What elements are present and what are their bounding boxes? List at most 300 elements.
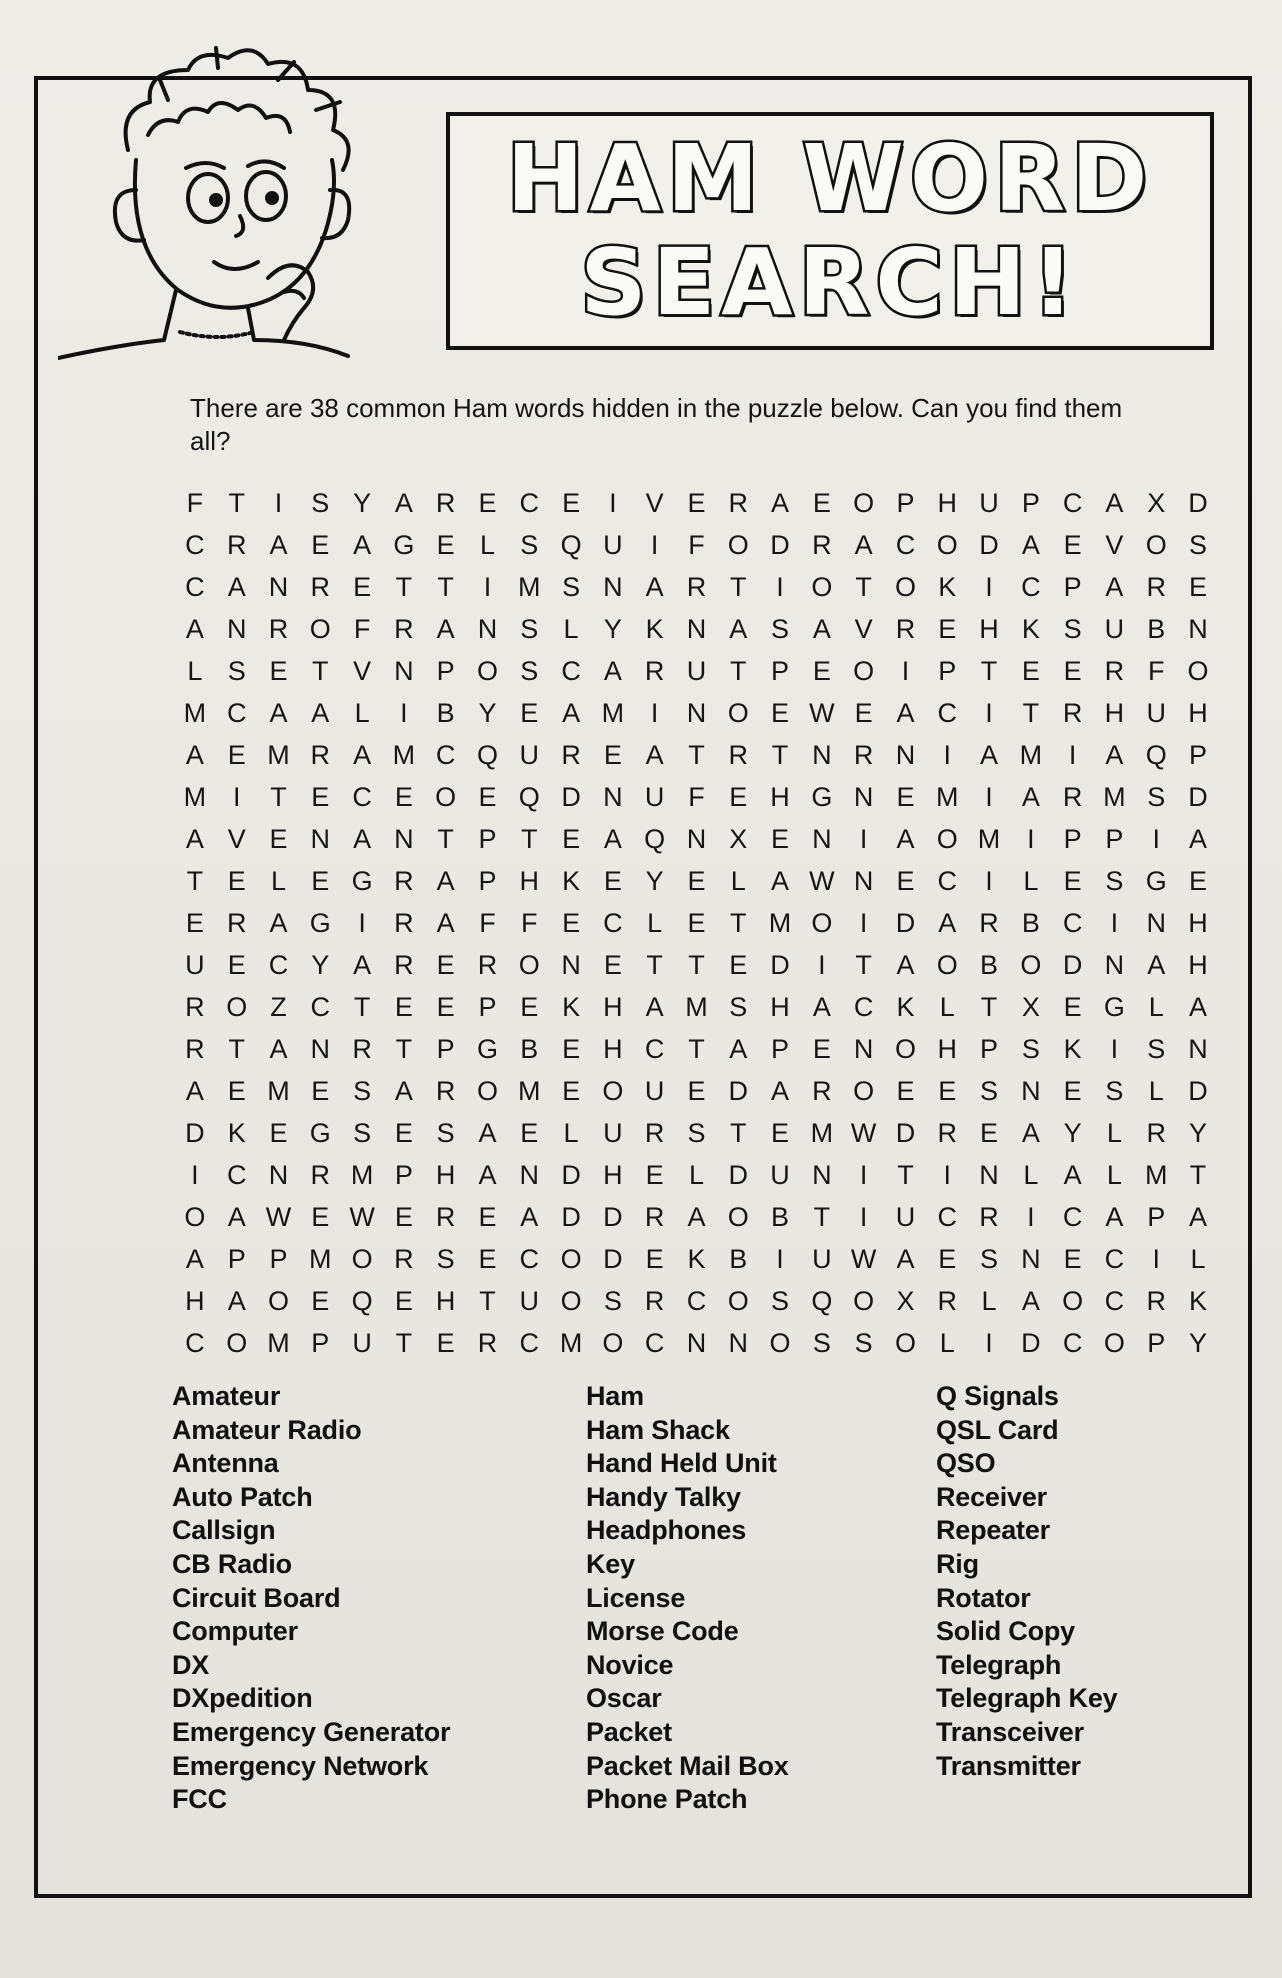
grid-letter[interactable]: C — [937, 698, 957, 728]
grid-letter[interactable]: H — [603, 1160, 623, 1190]
grid-letter[interactable]: A — [1105, 572, 1124, 602]
grid-letter[interactable]: C — [185, 572, 205, 602]
grid-letter[interactable]: E — [436, 530, 455, 560]
grid-letter[interactable]: E — [478, 1244, 497, 1274]
grid-letter[interactable]: R — [1062, 782, 1083, 812]
grid-letter[interactable]: A — [812, 992, 831, 1022]
grid-letter[interactable]: K — [562, 992, 581, 1022]
grid-letter[interactable]: T — [395, 572, 413, 602]
grid-letter[interactable]: A — [353, 824, 372, 854]
grid-letter[interactable]: O — [226, 992, 248, 1022]
grid-letter[interactable]: A — [896, 1244, 915, 1274]
grid-letter[interactable]: U — [812, 1244, 832, 1274]
grid-letter[interactable]: E — [562, 824, 581, 854]
grid-letter[interactable]: P — [1147, 1328, 1166, 1358]
grid-letter[interactable]: P — [227, 1244, 246, 1274]
grid-letter[interactable]: D — [979, 530, 999, 560]
grid-letter[interactable]: E — [1063, 1244, 1082, 1274]
grid-letter[interactable]: D — [185, 1118, 205, 1148]
grid-letter[interactable]: K — [645, 614, 664, 644]
grid-letter[interactable]: R — [435, 1202, 456, 1232]
grid-letter[interactable]: E — [645, 1160, 664, 1190]
grid-letter[interactable]: R — [185, 992, 205, 1022]
grid-letter[interactable]: H — [519, 866, 540, 896]
grid-letter[interactable]: A — [436, 866, 455, 896]
grid-letter[interactable]: S — [1147, 782, 1166, 812]
grid-letter[interactable]: I — [609, 488, 617, 518]
grid-letter[interactable]: R — [268, 614, 289, 644]
grid-letter[interactable]: N — [1146, 908, 1166, 938]
grid-letter[interactable]: E — [269, 656, 288, 686]
grid-letter[interactable]: M — [559, 1328, 583, 1358]
grid-letter[interactable]: O — [1062, 1286, 1084, 1316]
grid-letter[interactable]: D — [603, 1244, 623, 1274]
grid-letter[interactable]: D — [561, 782, 581, 812]
grid-letter[interactable]: L — [939, 1328, 955, 1358]
grid-letter[interactable]: K — [227, 1118, 246, 1148]
grid-letter[interactable]: R — [1146, 572, 1166, 602]
grid-letter[interactable]: T — [855, 572, 872, 602]
grid-letter[interactable]: F — [479, 908, 496, 938]
grid-letter[interactable]: A — [729, 614, 748, 644]
grid-letter[interactable]: A — [1189, 1202, 1208, 1232]
grid-letter[interactable]: O — [602, 1076, 624, 1106]
grid-letter[interactable]: L — [981, 1286, 997, 1316]
grid-letter[interactable]: N — [268, 1160, 289, 1190]
grid-letter[interactable]: A — [938, 908, 957, 938]
grid-letter[interactable]: R — [394, 614, 414, 644]
grid-letter[interactable]: M — [267, 740, 290, 770]
grid-letter[interactable]: E — [185, 908, 204, 938]
grid-letter[interactable]: A — [1105, 1202, 1124, 1232]
grid-letter[interactable]: C — [185, 530, 205, 560]
grid-letter[interactable]: O — [811, 572, 833, 602]
grid-letter[interactable]: M — [183, 782, 207, 812]
grid-letter[interactable]: U — [770, 1160, 790, 1190]
grid-letter[interactable]: U — [519, 1286, 540, 1316]
grid-letter[interactable]: A — [603, 656, 622, 686]
grid-letter[interactable]: F — [688, 782, 705, 812]
grid-letter[interactable]: P — [269, 1244, 288, 1274]
grid-letter[interactable]: A — [854, 530, 873, 560]
grid-letter[interactable]: A — [436, 908, 455, 938]
grid-letter[interactable]: X — [1021, 992, 1040, 1022]
grid-letter[interactable]: N — [1021, 1076, 1041, 1106]
grid-letter[interactable]: H — [1188, 950, 1208, 980]
grid-letter[interactable]: I — [191, 1160, 199, 1190]
grid-letter[interactable]: U — [644, 782, 665, 812]
grid-letter[interactable]: I — [274, 488, 283, 518]
grid-letter[interactable]: I — [1068, 740, 1077, 770]
grid-letter[interactable]: H — [603, 1034, 623, 1064]
grid-letter[interactable]: N — [686, 614, 707, 644]
grid-letter[interactable]: E — [771, 824, 790, 854]
grid-letter[interactable]: I — [483, 572, 492, 602]
grid-letter[interactable]: O — [769, 1328, 791, 1358]
grid-letter[interactable]: R — [352, 1034, 372, 1064]
grid-letter[interactable]: N — [1104, 950, 1125, 980]
grid-letter[interactable]: L — [1023, 866, 1039, 896]
grid-letter[interactable]: M — [1019, 740, 1043, 770]
grid-letter[interactable]: T — [521, 824, 538, 854]
grid-letter[interactable]: F — [521, 908, 538, 938]
grid-letter[interactable]: E — [353, 572, 372, 602]
grid-letter[interactable]: A — [269, 530, 288, 560]
grid-letter[interactable]: T — [730, 572, 747, 602]
grid-letter[interactable]: B — [1021, 908, 1040, 938]
grid-letter[interactable]: R — [310, 572, 331, 602]
grid-letter[interactable]: O — [1187, 656, 1209, 686]
grid-letter[interactable]: N — [310, 1034, 331, 1064]
grid-letter[interactable]: F — [688, 530, 705, 560]
grid-letter[interactable]: N — [519, 1160, 540, 1190]
grid-letter[interactable]: A — [394, 488, 413, 518]
grid-letter[interactable]: E — [311, 1286, 330, 1316]
grid-letter[interactable]: S — [980, 1076, 999, 1106]
grid-letter[interactable]: N — [895, 740, 916, 770]
grid-letter[interactable]: W — [265, 1202, 292, 1232]
grid-letter[interactable]: T — [730, 656, 747, 686]
grid-letter[interactable]: I — [1110, 1034, 1119, 1064]
grid-letter[interactable]: E — [478, 782, 497, 812]
grid-letter[interactable]: B — [1147, 614, 1166, 644]
grid-letter[interactable]: N — [603, 572, 623, 602]
grid-letter[interactable]: A — [311, 698, 330, 728]
grid-letter[interactable]: P — [896, 488, 915, 518]
grid-letter[interactable]: P — [1063, 572, 1082, 602]
grid-letter[interactable]: E — [854, 698, 873, 728]
grid-letter[interactable]: R — [394, 908, 414, 938]
grid-letter[interactable]: M — [768, 908, 792, 938]
grid-letter[interactable]: E — [812, 1034, 831, 1064]
grid-letter[interactable]: R — [644, 1118, 665, 1148]
grid-letter[interactable]: G — [309, 908, 331, 938]
grid-letter[interactable]: C — [1104, 1286, 1125, 1316]
grid-letter[interactable]: R — [979, 908, 999, 938]
grid-letter[interactable]: E — [1063, 992, 1082, 1022]
grid-letter[interactable]: T — [437, 824, 454, 854]
grid-letter[interactable]: B — [436, 698, 455, 728]
grid-letter[interactable]: D — [561, 1202, 581, 1232]
grid-letter[interactable]: E — [311, 1202, 330, 1232]
grid-letter[interactable]: A — [227, 1286, 246, 1316]
grid-letter[interactable]: O — [727, 698, 749, 728]
grid-letter[interactable]: K — [896, 992, 915, 1022]
grid-letter[interactable]: T — [646, 950, 663, 980]
grid-letter[interactable]: D — [603, 1202, 623, 1232]
grid-letter[interactable]: D — [770, 950, 790, 980]
grid-letter[interactable]: K — [562, 866, 581, 896]
grid-letter[interactable]: C — [561, 656, 581, 686]
grid-letter[interactable]: P — [436, 656, 455, 686]
grid-letter[interactable]: D — [561, 1160, 581, 1190]
grid-letter[interactable]: O — [476, 656, 498, 686]
grid-letter[interactable]: M — [267, 1328, 290, 1358]
grid-letter[interactable]: R — [853, 740, 874, 770]
grid-letter[interactable]: C — [352, 782, 372, 812]
grid-letter[interactable]: R — [937, 1118, 957, 1148]
grid-letter[interactable]: R — [394, 950, 414, 980]
grid-letter[interactable]: O — [727, 1202, 749, 1232]
grid-letter[interactable]: M — [183, 698, 207, 728]
grid-letter[interactable]: G — [811, 782, 833, 812]
grid-letter[interactable]: A — [812, 614, 831, 644]
grid-letter[interactable]: I — [776, 1244, 784, 1274]
grid-letter[interactable]: C — [1062, 488, 1083, 518]
grid-letter[interactable]: A — [645, 992, 664, 1022]
grid-letter[interactable]: M — [810, 1118, 834, 1148]
grid-letter[interactable]: E — [562, 488, 581, 518]
grid-letter[interactable]: B — [729, 1244, 748, 1274]
grid-letter[interactable]: O — [560, 1286, 582, 1316]
grid-letter[interactable]: C — [226, 1160, 247, 1190]
grid-letter[interactable]: Y — [603, 614, 622, 644]
grid-letter[interactable]: I — [1152, 824, 1160, 854]
grid-letter[interactable]: Q — [351, 1286, 373, 1316]
grid-letter[interactable]: U — [979, 488, 999, 518]
grid-letter[interactable]: T — [771, 740, 789, 770]
grid-letter[interactable]: A — [478, 1160, 497, 1190]
grid-letter[interactable]: C — [519, 488, 540, 518]
grid-letter[interactable]: A — [269, 698, 288, 728]
grid-letter[interactable]: R — [561, 740, 581, 770]
grid-letter[interactable]: R — [435, 488, 456, 518]
grid-letter[interactable]: Y — [478, 698, 497, 728]
grid-letter[interactable]: R — [310, 1160, 331, 1190]
grid-letter[interactable]: S — [854, 1328, 873, 1358]
grid-letter[interactable]: U — [1146, 698, 1166, 728]
grid-letter[interactable]: R — [644, 656, 665, 686]
grid-letter[interactable]: S — [812, 1328, 831, 1358]
grid-letter[interactable]: A — [353, 740, 372, 770]
word-search-grid[interactable] — [174, 482, 1219, 1364]
grid-letter[interactable]: V — [645, 488, 664, 518]
grid-letter[interactable]: I — [400, 698, 408, 728]
grid-letter[interactable]: N — [1188, 1034, 1208, 1064]
grid-letter[interactable]: T — [270, 782, 287, 812]
grid-letter[interactable]: E — [729, 782, 748, 812]
grid-letter[interactable]: E — [436, 992, 455, 1022]
grid-letter[interactable]: A — [520, 1202, 539, 1232]
grid-letter[interactable]: A — [1021, 782, 1040, 812]
grid-letter[interactable]: U — [1104, 614, 1125, 644]
grid-letter[interactable]: A — [603, 824, 622, 854]
grid-letter[interactable]: A — [1063, 1160, 1082, 1190]
grid-letter[interactable]: R — [1062, 698, 1083, 728]
grid-letter[interactable]: E — [436, 950, 455, 980]
grid-letter[interactable]: E — [227, 950, 246, 980]
grid-letter[interactable]: A — [269, 1034, 288, 1064]
grid-letter[interactable]: D — [770, 530, 790, 560]
grid-letter[interactable]: P — [980, 1034, 999, 1064]
grid-letter[interactable]: A — [896, 824, 915, 854]
grid-letter[interactable]: L — [354, 698, 370, 728]
grid-letter[interactable]: O — [560, 1244, 582, 1274]
grid-letter[interactable]: C — [1062, 1328, 1083, 1358]
grid-letter[interactable]: D — [1062, 950, 1083, 980]
grid-letter[interactable]: T — [353, 992, 371, 1022]
grid-letter[interactable]: W — [850, 1118, 877, 1148]
grid-letter[interactable]: S — [771, 1286, 790, 1316]
grid-letter[interactable]: A — [1105, 488, 1124, 518]
grid-letter[interactable]: E — [227, 740, 246, 770]
grid-letter[interactable]: O — [894, 1034, 916, 1064]
grid-letter[interactable]: I — [650, 530, 659, 560]
grid-letter[interactable]: T — [813, 1202, 831, 1232]
grid-letter[interactable]: O — [309, 614, 331, 644]
grid-letter[interactable]: O — [853, 1076, 875, 1106]
grid-letter[interactable]: T — [395, 1328, 413, 1358]
grid-letter[interactable]: D — [895, 908, 916, 938]
grid-letter[interactable]: I — [232, 782, 241, 812]
grid-letter[interactable]: N — [686, 698, 707, 728]
grid-letter[interactable]: B — [980, 950, 999, 980]
grid-letter[interactable]: R — [937, 1286, 957, 1316]
grid-letter[interactable]: H — [1104, 698, 1125, 728]
grid-letter[interactable]: E — [394, 1202, 413, 1232]
grid-letter[interactable]: S — [1105, 1076, 1124, 1106]
grid-letter[interactable]: R — [226, 908, 247, 938]
grid-letter[interactable]: S — [1189, 530, 1208, 560]
grid-letter[interactable]: E — [394, 782, 413, 812]
grid-letter[interactable]: O — [853, 656, 875, 686]
grid-letter[interactable]: A — [394, 1076, 413, 1106]
grid-letter[interactable]: P — [771, 1034, 790, 1064]
grid-letter[interactable]: K — [687, 1244, 706, 1274]
grid-letter[interactable]: R — [644, 1286, 665, 1316]
grid-letter[interactable]: U — [603, 530, 623, 560]
grid-letter[interactable]: O — [936, 950, 958, 980]
grid-letter[interactable]: A — [896, 698, 915, 728]
grid-letter[interactable]: E — [436, 1328, 455, 1358]
grid-letter[interactable]: E — [812, 656, 831, 686]
grid-letter[interactable]: S — [729, 992, 748, 1022]
grid-letter[interactable]: A — [478, 1118, 497, 1148]
grid-letter[interactable]: R — [979, 1202, 999, 1232]
grid-letter[interactable]: O — [727, 1286, 749, 1316]
grid-letter[interactable]: L — [1023, 1160, 1039, 1190]
grid-letter[interactable]: E — [645, 1244, 664, 1274]
grid-letter[interactable]: N — [394, 824, 414, 854]
grid-letter[interactable]: L — [1106, 1160, 1122, 1190]
grid-letter[interactable]: E — [269, 1118, 288, 1148]
grid-letter[interactable]: Y — [1063, 1118, 1082, 1148]
grid-letter[interactable]: E — [896, 866, 915, 896]
grid-letter[interactable]: O — [1020, 950, 1042, 980]
grid-letter[interactable]: U — [686, 656, 707, 686]
grid-letter[interactable]: R — [686, 572, 707, 602]
grid-letter[interactable]: Q — [811, 1286, 833, 1316]
grid-letter[interactable]: I — [1027, 824, 1035, 854]
grid-letter[interactable]: N — [812, 1160, 832, 1190]
grid-letter[interactable]: I — [985, 1328, 993, 1358]
grid-letter[interactable]: E — [269, 824, 288, 854]
grid-letter[interactable]: E — [520, 1118, 539, 1148]
grid-letter[interactable]: C — [937, 1202, 957, 1232]
grid-letter[interactable]: S — [562, 572, 581, 602]
grid-letter[interactable]: G — [393, 530, 415, 560]
grid-letter[interactable]: E — [603, 866, 622, 896]
grid-letter[interactable]: H — [1188, 698, 1208, 728]
grid-letter[interactable]: W — [850, 1244, 877, 1274]
grid-letter[interactable]: L — [187, 656, 203, 686]
grid-letter[interactable]: C — [644, 1328, 665, 1358]
grid-letter[interactable]: E — [478, 1202, 497, 1232]
grid-letter[interactable]: A — [1189, 824, 1208, 854]
grid-letter[interactable]: E — [520, 698, 539, 728]
grid-letter[interactable]: C — [1104, 1244, 1125, 1274]
grid-letter[interactable]: E — [311, 866, 330, 896]
grid-letter[interactable]: C — [686, 1286, 707, 1316]
grid-letter[interactable]: E — [394, 1118, 413, 1148]
grid-letter[interactable]: E — [562, 908, 581, 938]
grid-letter[interactable]: E — [603, 740, 622, 770]
grid-letter[interactable]: T — [1189, 1160, 1207, 1190]
grid-letter[interactable]: W — [349, 1202, 375, 1232]
grid-letter[interactable]: O — [476, 1076, 498, 1106]
grid-letter[interactable]: H — [603, 992, 623, 1022]
grid-letter[interactable]: P — [938, 656, 957, 686]
grid-letter[interactable]: H — [770, 782, 790, 812]
grid-letter[interactable]: I — [985, 866, 993, 896]
grid-letter[interactable]: O — [853, 488, 875, 518]
grid-letter[interactable]: E — [687, 1076, 706, 1106]
grid-letter[interactable]: H — [979, 614, 999, 644]
grid-letter[interactable]: X — [729, 824, 748, 854]
grid-letter[interactable]: N — [268, 572, 289, 602]
grid-letter[interactable]: I — [943, 1160, 951, 1190]
grid-letter[interactable]: T — [688, 950, 705, 980]
grid-letter[interactable]: D — [895, 1118, 916, 1148]
grid-letter[interactable]: L — [1190, 1244, 1206, 1274]
grid-letter[interactable]: R — [644, 1202, 665, 1232]
grid-letter[interactable]: A — [353, 530, 372, 560]
grid-letter[interactable]: K — [938, 572, 957, 602]
grid-letter[interactable]: R — [477, 950, 498, 980]
grid-letter[interactable]: N — [394, 656, 414, 686]
grid-letter[interactable]: D — [1188, 1076, 1208, 1106]
grid-letter[interactable]: T — [688, 740, 705, 770]
grid-letter[interactable]: E — [394, 992, 413, 1022]
grid-letter[interactable]: R — [812, 1076, 832, 1106]
grid-letter[interactable]: E — [771, 698, 790, 728]
grid-letter[interactable]: A — [185, 824, 204, 854]
grid-letter[interactable]: R — [1146, 1118, 1166, 1148]
grid-letter[interactable]: E — [1189, 866, 1208, 896]
grid-letter[interactable]: S — [520, 614, 539, 644]
grid-letter[interactable]: S — [771, 614, 790, 644]
grid-letter[interactable]: Y — [1189, 1118, 1208, 1148]
grid-letter[interactable]: M — [518, 1076, 541, 1106]
grid-letter[interactable]: E — [520, 992, 539, 1022]
grid-letter[interactable]: X — [896, 1286, 915, 1316]
grid-letter[interactable]: E — [1063, 656, 1082, 686]
grid-letter[interactable]: E — [227, 1076, 246, 1106]
grid-letter[interactable]: N — [979, 1160, 999, 1190]
grid-letter[interactable]: E — [1063, 1076, 1082, 1106]
grid-letter[interactable]: O — [1103, 1328, 1125, 1358]
grid-letter[interactable]: L — [479, 530, 495, 560]
grid-letter[interactable]: P — [478, 824, 497, 854]
grid-letter[interactable]: A — [1021, 1286, 1040, 1316]
grid-letter[interactable]: G — [1103, 992, 1125, 1022]
grid-letter[interactable]: T — [730, 1118, 747, 1148]
grid-letter[interactable]: H — [937, 488, 957, 518]
grid-letter[interactable]: C — [519, 1244, 540, 1274]
grid-letter[interactable]: I — [859, 1202, 868, 1232]
grid-letter[interactable]: C — [644, 1034, 665, 1064]
grid-letter[interactable]: T — [228, 488, 245, 518]
